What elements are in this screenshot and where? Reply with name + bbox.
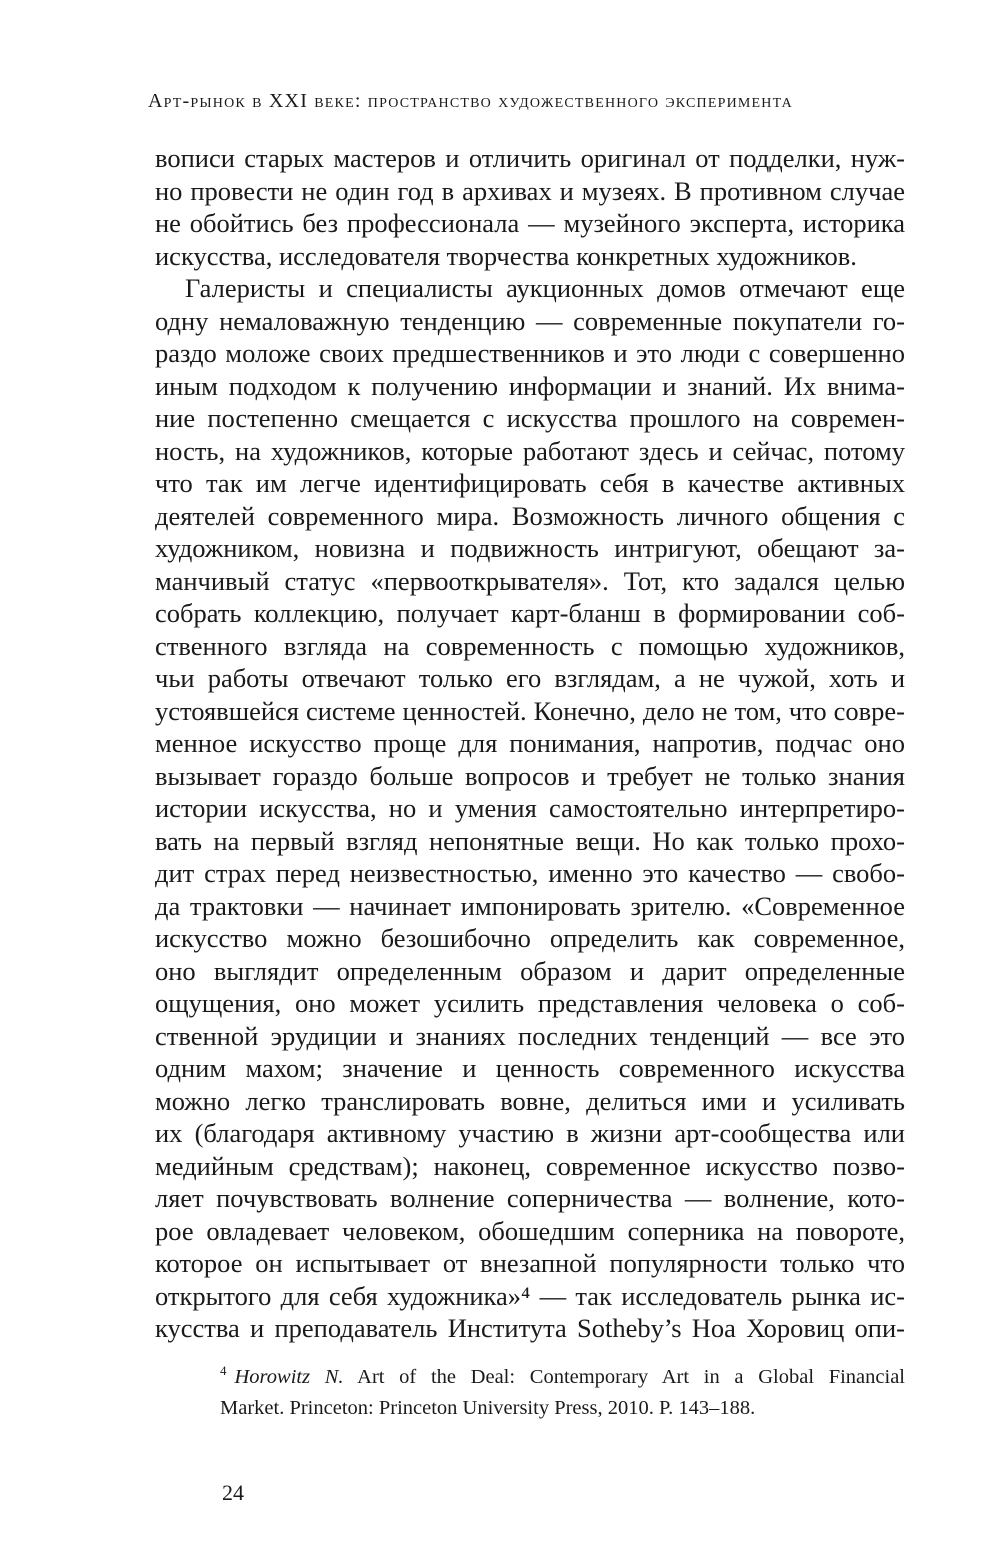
text-line-paragraph-start: Галеристы и специалисты аукционных домов отмечают еще (185, 273, 905, 303)
text-line: не обойтись без профессионала — музейного эксперта, историка (155, 208, 905, 238)
text-line: ность, на художников, которые работают здесь и сейчас, потому (155, 435, 905, 466)
text-line: да трактовки — начинает импонировать зрителю. «Современное (155, 890, 905, 921)
text-line: художником, новизна и подвижность интригуют, обещают за- (155, 533, 905, 563)
running-head: Арт-рынок в XXI веке: пространство художественного эксперимента (148, 90, 793, 112)
text-line: ощущения, оно может усилить представления человека о соб- (155, 988, 905, 1018)
footnote-line (220, 1362, 905, 1393)
text-line: чьи работы отвечают только его взглядам, а не чужой, хоть и (155, 663, 905, 693)
text-line: что так им легче идентифицировать себя в качестве активных (155, 468, 905, 498)
footnote (220, 1362, 905, 1424)
text-line: вать на первый взгляд непонятные вещи. Но как только прохо- (155, 825, 905, 856)
text-line: искусства, исследователя творчества конкретных художников. (155, 240, 857, 271)
text-line: искусство можно безошибочно определить как современное, (155, 923, 905, 953)
page-number: 24 (222, 1480, 244, 1505)
text-line: одним махом; значение и ценность современного искусства (155, 1053, 905, 1083)
text-line: ственного взгляда на современность с помощью художников, (155, 630, 905, 661)
text-line: менное искусство проще для понимания, напротив, подчас оно (155, 728, 905, 758)
text-line: можно легко транслировать вовне, делиться ими и усиливать (155, 1085, 905, 1116)
text-line: оно выглядит определенным образом и дарит определенные (155, 955, 905, 986)
text-line: их (благодаря активному участию в жизни арт-сообщества или (155, 1118, 905, 1148)
text-line: которое он испытывает от внезапной популярности только что (155, 1248, 905, 1278)
text-line: раздо моложе своих предшественников и это люди с совершенно (155, 338, 905, 368)
text-line: устоявшейся системе ценностей. Конечно, дело не том, что совре- (155, 695, 905, 726)
text-line: иным подходом к получению информации и знаний. Их внима- (155, 370, 905, 401)
footnote-line: Market. Princeton: Princeton University Press, 2010. P. 143–188. (220, 1397, 756, 1419)
text-line: вызывает гораздо больше вопросов и требует не только знания (155, 760, 905, 791)
text-line: дит страх перед неизвестностью, именно это качество — свобо- (155, 858, 905, 888)
text-line: вописи старых мастеров и отличить оригинал от подделки, нуж- (155, 143, 905, 173)
text-line: кусства и преподаватель Института Sotheby’s Ноа Хоровиц опи- (155, 1313, 905, 1343)
text-line: ние постепенно смещается с искусства прошлого на современ- (155, 403, 905, 433)
text-line: деятелей современного мира. Возможность личного общения с (155, 500, 905, 531)
footnote-title: Art of the Deal: Contemporary Art in a Global Financial (357, 1366, 905, 1388)
footnote-author: Horowitz N. (234, 1366, 344, 1388)
footnote-marker: 4 (220, 1363, 227, 1379)
text-line: ляет почувствовать волнение соперничества — волнение, кото- (155, 1183, 905, 1213)
text-line: медийным средствам); наконец, современное искусство позво- (155, 1150, 905, 1181)
text-line: ственной эрудиции и знаниях последних тенденций — все это (155, 1020, 905, 1051)
text-line: собрать коллекцию, получает карт-бланш в формировании соб- (155, 598, 905, 628)
text-line: манчивый статус «первооткрывателя». Тот, кто задался целью (155, 565, 905, 596)
text-line: истории искусства, но и умения самостоятельно интерпретиро- (155, 793, 905, 823)
text-line: но провести не один год в архивах и музеях. В противном случае (155, 175, 905, 206)
text-line: открытого для себя художника»⁴ — так исследователь рынка ис- (155, 1280, 905, 1311)
text-line: рое овладевает человеком, обошедшим соперника на повороте, (155, 1215, 905, 1246)
text-line: одну немаловажную тенденцию — современные покупатели го- (155, 305, 905, 336)
body-text (155, 142, 905, 1345)
